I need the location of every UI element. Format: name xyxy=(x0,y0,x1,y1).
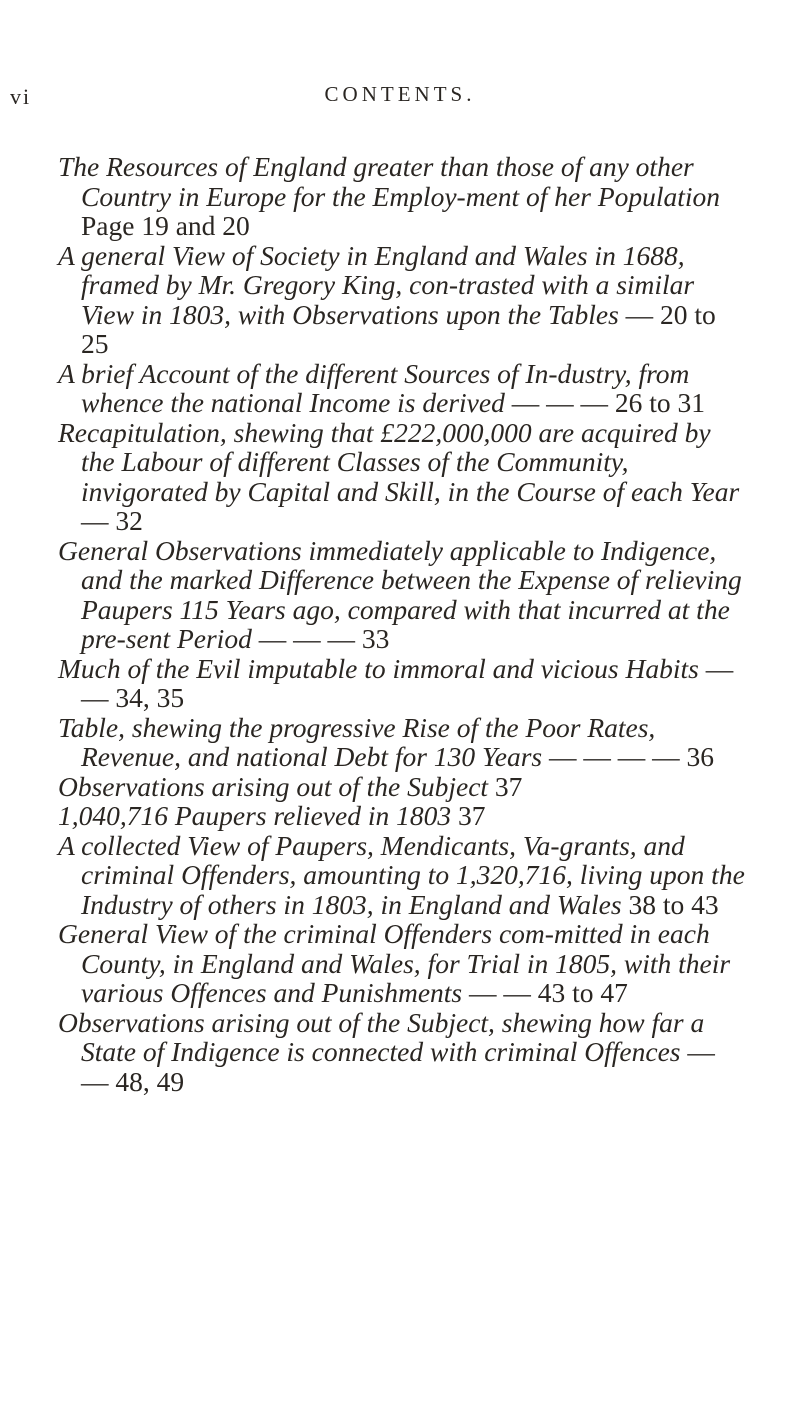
contents-entry xyxy=(58,831,748,920)
entry-title: Observations arising out of the Subject xyxy=(58,770,489,802)
entry-pages: Page 19 and 20 xyxy=(81,210,250,241)
entry-pages: 34, 35 xyxy=(115,682,185,713)
entry-leader: — xyxy=(618,298,661,330)
contents-entry xyxy=(58,654,748,713)
entry-pages: 37 xyxy=(494,770,523,802)
running-title: CONTENTS. xyxy=(324,82,476,106)
entry-leader: — — xyxy=(81,652,734,713)
entry-leader: — xyxy=(81,505,116,536)
entry-leader: — — — — xyxy=(542,741,687,772)
entry-pages: 37 xyxy=(457,800,486,831)
entry-title: Observations arising out of the Subject, shewing how far a State of Indigence is connected with criminal Offences xyxy=(58,1006,705,1067)
entry-leader: — — — xyxy=(251,623,362,654)
entry-title: Much of the Evil imputable to immoral and vicious Habits xyxy=(58,652,699,684)
contents-entry xyxy=(58,919,748,1008)
contents-entry xyxy=(58,801,748,831)
entry-pages: 38 to 43 xyxy=(628,888,719,920)
entry-pages: 26 to 31 xyxy=(614,387,705,418)
entry-leader xyxy=(488,771,495,802)
entry-pages: 43 to 47 xyxy=(537,977,628,1008)
contents-entry xyxy=(58,359,748,418)
entry-title: General Observations immediately applicable to Indigence, and the marked Difference between the Expense of relieving Paupers 115 Years ago, compared with that incurred at the pre-sent Period xyxy=(58,534,742,654)
contents-list xyxy=(58,152,748,1096)
page-number: vi xyxy=(10,84,32,109)
entry-title: A collected View of Paupers, Mendicants, Va-grants, and criminal Offenders, amounting to 1,320,716, living upon the Industry of others in 1803, in England and Wales xyxy=(58,829,745,920)
contents-entry xyxy=(58,241,748,359)
entry-title: 1,040,716 Paupers relieved in 1803 xyxy=(58,800,452,831)
entry-title: A brief Account of the different Sources of In-dustry, from whence the national Income is derived xyxy=(58,357,690,418)
entry-title: General View of the criminal Offenders com-mitted in each County, in England and Wales, for Trial in 1805, with their various Offences and Punishments xyxy=(58,918,731,1008)
contents-entry xyxy=(58,536,748,654)
entry-title: Recapitulation, shewing that £222,000,000 are acquired by the Labour of different Classes of the Community, invigorated by Capital and Skill, in the Course of each Year xyxy=(58,416,740,507)
contents-entry xyxy=(58,418,748,536)
entry-leader xyxy=(451,800,458,831)
contents-entry xyxy=(58,152,748,241)
entry-pages: 36 xyxy=(686,741,714,772)
entry-title: Table, shewing the progressive Rise of the Poor Rates, Revenue, and national Debt for 130 Years xyxy=(58,711,656,772)
entry-pages: 48, 49 xyxy=(115,1065,185,1097)
entry-pages: 20 to 25 xyxy=(81,298,716,359)
entry-leader: — — xyxy=(81,1036,715,1097)
entry-title: A general View of Society in England and Wales in 1688, framed by Mr. Gregory King, con-trasted with a similar View in 1803, with Observations upon the Tables xyxy=(58,239,695,330)
entry-leader: — — xyxy=(462,977,538,1008)
entry-leader: — — — xyxy=(504,387,615,418)
contents-entry xyxy=(58,1008,748,1097)
contents-entry xyxy=(58,713,748,772)
contents-entry xyxy=(58,772,748,802)
entry-pages: 33 xyxy=(361,623,390,654)
entry-title: The Resources of England greater than those of any other Country in Europe for the Employ-ment of her Population xyxy=(58,151,721,212)
entry-pages: 32 xyxy=(115,505,143,536)
